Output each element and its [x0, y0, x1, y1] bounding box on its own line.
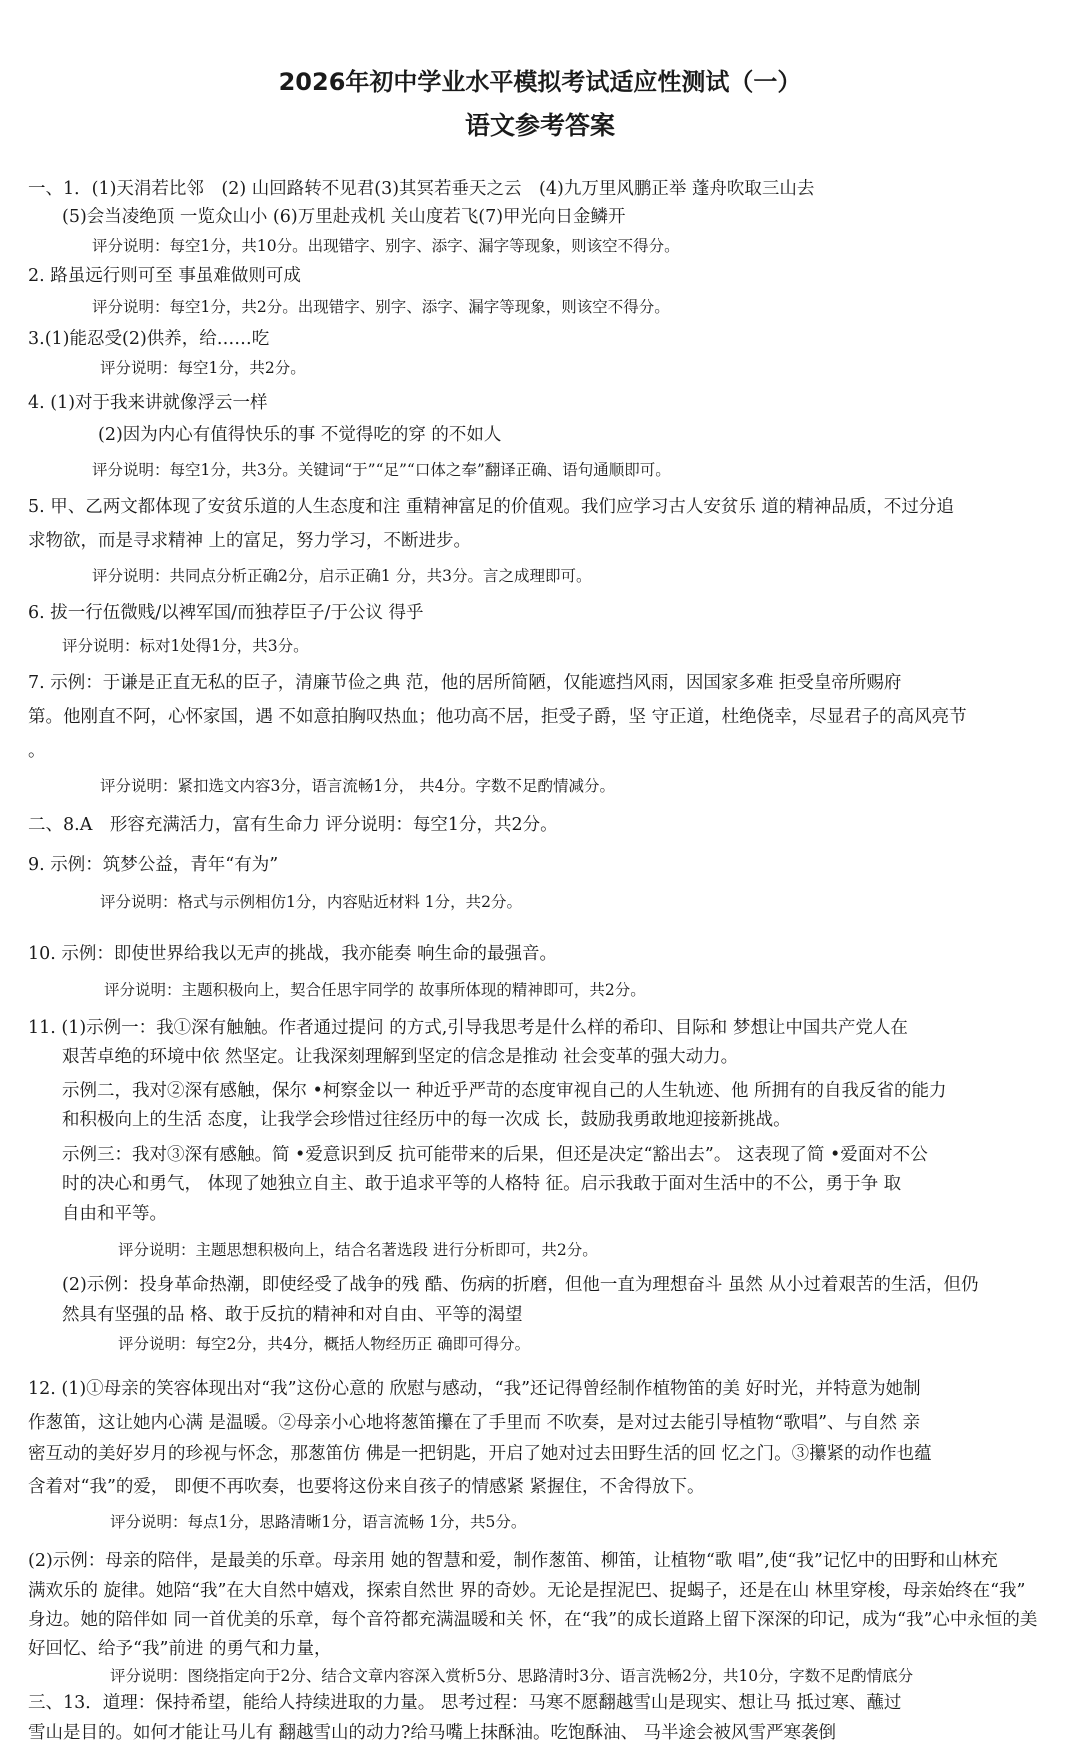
answer-line: 自由和平等。	[62, 1204, 167, 1224]
answer-line: (2)示例：投身革命热潮，即使经受了战争的残 酷、伤病的折磨，但他一直为理想奋斗 虽然 从小过着艰苦的生活，但仍	[62, 1275, 979, 1295]
scoring-note: 评分说明：图绕指定向于2分、结合文章内容深入赏析5分、思路清时3分、语言洗畅2分，共10分，字数不足酌情底分	[110, 1667, 914, 1685]
answer-line: 满欢乐的 旋律。她陪“我”在大自然中嬉戏，探索自然世 界的奇妙。无论是捏泥巴、捉蝎子，还是在山 林里穿梭，母亲始终在“我”	[28, 1581, 1026, 1601]
scoring-note: 评分说明：每点1分，思路清晰1分，语言流畅 1分，共5分。	[110, 1513, 527, 1531]
answer-line: 示例三：我对③深有感触。简 •爱意识到反 抗可能带来的后果，但还是决定“豁出去”。 这表现了简 •爱面对不公	[62, 1145, 928, 1165]
answer-line: 三、13．道理：保持希望，能给人持续进取的力量。 思考过程：马寒不愿翻越雪山是现实、想让马 抵过寒、蘸过	[28, 1693, 902, 1713]
answer-line: 求物欲，而是寻求精神 上的富足，努力学习，不断进步。	[28, 531, 472, 551]
answer-line: 好回忆、给予“我”前进 的勇气和力量，	[28, 1639, 332, 1659]
answer-line: 时的决心和勇气， 体现了她独立自主、敢于追求平等的人格特 征。启示我敢于面对生活中的不公，勇于争 取	[62, 1174, 902, 1194]
answer-line: 9. 示例：筑梦公益，青年“有为”	[28, 855, 279, 875]
answer-line: 示例二，我对②深有感触，保尔 •柯察金以一 种近乎严苛的态度审视自己的人生轨迹、他 所拥有的自我反省的能力	[62, 1081, 947, 1101]
answer-line: 密互动的美好岁月的珍视与怀念，那葱笛仿 佛是一把钥匙，开启了她对过去田野生活的回 忆之门。③攥紧的动作也蕴	[28, 1444, 932, 1464]
scoring-note: 评分说明：主题思想积极向上，结合名著选段 进行分析即可，共2分。	[118, 1241, 598, 1259]
answer-line: 含着对“我”的爱， 即便不再吹奏，也要将这份来自孩子的情感紧 紧握住，不舍得放下。	[28, 1477, 705, 1497]
answer-line: 身边。她的陪伴如 同一首优美的乐章，每个音符都充满温暖和关 怀，在“我”的成长道路上留下深深的印记，成为“我”心中永恒的美	[28, 1610, 1038, 1630]
answer-line: 4. (1)对于我来讲就像浮云一样	[28, 393, 268, 413]
scoring-note: 评分说明：紧扣选文内容3分，语言流畅1分， 共4分。字数不足酌情减分。	[100, 777, 616, 795]
answer-line: 2. 路虽远行则可至 事虽难做则可成	[28, 266, 301, 286]
answer-line: 7. 示例：于谦是正直无私的臣子，清廉节俭之典 范，他的居所简陋，仅能遮挡风雨，因国家多难 拒受皇帝所赐府	[28, 673, 902, 693]
answer-line: 10. 示例：即使世界给我以无声的挑战，我亦能奏 响生命的最强音。	[28, 944, 557, 964]
scoring-note: 评分说明：格式与示例相仿1分，内容贴近材料 1分，共2分。	[100, 893, 523, 911]
scoring-note: 评分说明：每空1分，共2分。出现错字、别字、添字、漏字等现象，则该空不得分。	[92, 298, 670, 316]
scoring-note: 评分说明：共同点分析正确2分，启示正确1 分，共3分。言之成理即可。	[92, 567, 592, 585]
page-title: 2026年初中学业水平模拟考试适应性测试（一）	[278, 68, 802, 96]
answer-line: 11. (1)示例一：我①深有触触。作者通过提问 的方式,引导我思考是什么样的希印、目际和 梦想让中国共产党人在	[28, 1018, 908, 1038]
answer-line: 3.(1)能忍受(2)供养，给……吃	[28, 329, 270, 349]
answer-line: (2)因为内心有值得快乐的事 不觉得吃的穿 的不如人	[98, 425, 502, 445]
scoring-note: 评分说明：每空2分，共4分，概括人物经历正 确即可得分。	[118, 1335, 531, 1353]
answer-line: 12. (1)①母亲的笑容体现出对“我”这份心意的 欣慰与感动，“我”还记得曾经制作植物笛的美 好时光，并特意为她制	[28, 1379, 921, 1399]
page-subtitle: 语文参考答案	[464, 111, 615, 140]
scoring-note: 评分说明：主题积极向上，契合任思宇同学的 故事所体现的精神即可，共2分。	[104, 981, 646, 999]
answer-line: 艰苦卓绝的环境中依 然坚定。让我深刻理解到坚定的信念是推动 社会变革的强大动力。	[62, 1047, 739, 1067]
answer-line: 和积极向上的生活 态度，让我学会珍惜过往经历中的每一次成 长，鼓励我勇敢地迎接新挑战。	[62, 1110, 791, 1130]
answer-line: 6. 拔一行伍微贱/以裨军国/而独荐臣子/于公议 得乎	[28, 603, 424, 623]
scoring-note: 评分说明：每空1分，共2分。	[100, 359, 306, 377]
answer-line: 第。他刚直不阿，心怀家国，遇 不如意拍胸叹热血；他功高不居，拒受子爵，坚 守正道，杜绝侥幸，尽显君子的高风亮节	[28, 707, 967, 727]
scoring-note: 评分说明：标对1处得1分，共3分。	[62, 637, 309, 655]
answer-line: 作葱笛，这让她内心满 是温暖。②母亲小心地将葱笛攥在了手里而 不吹奏，是对过去能引导植物“歌唱”、与自然 亲	[28, 1413, 921, 1433]
answer-line: 二、8.A 形容充满活力，富有生命力 评分说明：每空1分，共2分。	[28, 815, 558, 835]
answer-line: 雪山是目的。如何才能让马儿有 翻越雪山的动力?给马嘴上抹酥油。吃饱酥油、 马半途会被风雪严寒袭倒	[28, 1723, 837, 1743]
answer-line: (5)会当凌绝顶 一览众山小 (6)万里赴戎机 关山度若飞(7)甲光向日金鳞开	[62, 207, 626, 227]
scoring-note: 评分说明：每空1分，共10分。出现错字、别字、添字、漏字等现象，则该空不得分。	[92, 237, 680, 255]
scoring-note: 评分说明：每空1分，共3分。关键词“于”“足”“口体之奉”翻译正确、语句通顺即可。	[92, 461, 671, 479]
answer-line: 5. 甲、乙两文都体现了安贫乐道的人生态度和注 重精神富足的价值观。我们应学习古人安贫乐 道的精神品质，不过分追	[28, 497, 954, 517]
answer-line: (2)示例：母亲的陪伴，是最美的乐章。母亲用 她的智慧和爱，制作葱笛、柳笛，让植物“歌 唱”,使“我”记忆中的田野和山林充	[28, 1551, 998, 1571]
answer-line: 。	[28, 741, 46, 761]
answer-line: 一、1．(1)天涓若比邻 (2) 山回路转不见君(3)其冥若垂天之云 (4)九万里风鹏正举 蓬舟吹取三山去	[28, 179, 815, 199]
answer-line: 然具有坚强的品 格、敢于反抗的精神和对自由、平等的渴望	[62, 1305, 523, 1325]
